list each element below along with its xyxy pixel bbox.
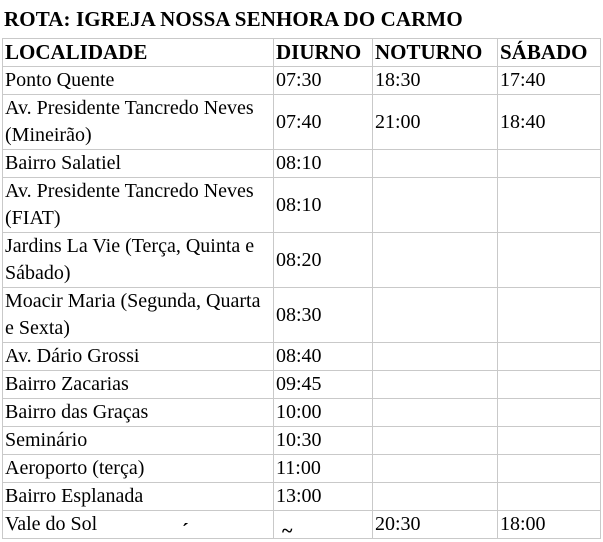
cell-diurno: 10:30 bbox=[274, 427, 373, 455]
table-row bbox=[3, 233, 601, 288]
cell-diurno: 07:40 bbox=[274, 95, 373, 150]
cell-localidade: Bairro das Graças bbox=[3, 399, 274, 427]
cell-noturno bbox=[373, 343, 498, 371]
table-row bbox=[3, 343, 601, 371]
cell-sabado bbox=[498, 455, 601, 483]
cell-localidade: Av. Presidente Tancredo Neves (Mineirão) bbox=[3, 95, 274, 150]
cell-diurno: 08:40 bbox=[274, 343, 373, 371]
route-title: ROTA: IGREJA NOSSA SENHORA DO CARMO bbox=[4, 7, 463, 31]
table-row bbox=[3, 288, 601, 343]
cell-localidade: Bairro Esplanada bbox=[3, 483, 274, 511]
cell-localidade: Av. Dário Grossi bbox=[3, 343, 274, 371]
cell-noturno bbox=[373, 483, 498, 511]
cell-noturno bbox=[373, 455, 498, 483]
cell-sabado bbox=[498, 483, 601, 511]
cell-sabado: 17:40 bbox=[498, 67, 601, 95]
header-sabado: SÁBADO bbox=[498, 39, 601, 67]
table-row bbox=[3, 427, 601, 455]
cell-sabado bbox=[498, 233, 601, 288]
cell-diurno: 09:45 bbox=[274, 371, 373, 399]
header-noturno: NOTURNO bbox=[373, 39, 498, 67]
cell-diurno: 07:30 bbox=[274, 67, 373, 95]
cell-diurno: 08:30 bbox=[274, 288, 373, 343]
cell-sabado: 18:40 bbox=[498, 95, 601, 150]
cell-sabado bbox=[498, 427, 601, 455]
cell-noturno bbox=[373, 399, 498, 427]
cell-sabado bbox=[498, 399, 601, 427]
cell-diurno: 08:10 bbox=[274, 178, 373, 233]
cell-diurno: 08:20 bbox=[274, 233, 373, 288]
table-row bbox=[3, 371, 601, 399]
cell-noturno bbox=[373, 233, 498, 288]
schedule-table bbox=[2, 38, 601, 542]
cell-localidade: Bairro Salatiel bbox=[3, 150, 274, 178]
table-row bbox=[3, 399, 601, 427]
cell-localidade: Jardins La Vie (Terça, Quinta e Sábado) bbox=[3, 233, 274, 288]
cell-diurno: 11:00 bbox=[274, 455, 373, 483]
cell-localidade: Seminário bbox=[3, 427, 274, 455]
cell-noturno bbox=[373, 371, 498, 399]
cell-localidade: Ponto Quente bbox=[3, 67, 274, 95]
cell-sabado: 18:00 bbox=[498, 511, 601, 539]
cell-sabado bbox=[498, 178, 601, 233]
cell-noturno bbox=[373, 288, 498, 343]
cell-noturno: 18:30 bbox=[373, 67, 498, 95]
cell-noturno bbox=[373, 178, 498, 233]
cell-diurno: 10:00 bbox=[274, 399, 373, 427]
cell-diurno: 13:00 bbox=[274, 483, 373, 511]
table-row bbox=[3, 178, 601, 233]
table-row bbox=[3, 483, 601, 511]
cell-localidade: Vale do Sol bbox=[3, 511, 274, 539]
table-row bbox=[3, 150, 601, 178]
cell-sabado bbox=[498, 150, 601, 178]
table-row bbox=[3, 67, 601, 95]
table-row bbox=[3, 455, 601, 483]
cell-sabado bbox=[498, 371, 601, 399]
cell-noturno: 20:30 bbox=[373, 511, 498, 539]
header-row bbox=[3, 39, 601, 67]
cell-sabado bbox=[498, 343, 601, 371]
cell-noturno bbox=[373, 427, 498, 455]
truncated-next-line: ´ ~ bbox=[182, 520, 293, 542]
cell-noturno bbox=[373, 150, 498, 178]
header-localidade: LOCALIDADE bbox=[3, 39, 274, 67]
cell-localidade: Bairro Zacarias bbox=[3, 371, 274, 399]
cell-localidade: Av. Presidente Tancredo Neves (FIAT) bbox=[3, 178, 274, 233]
header-diurno: DIURNO bbox=[274, 39, 373, 67]
cell-localidade: Moacir Maria (Segunda, Quarta e Sexta) bbox=[3, 288, 274, 343]
cell-diurno: 08:10 bbox=[274, 150, 373, 178]
table-row bbox=[3, 95, 601, 150]
cell-sabado bbox=[498, 288, 601, 343]
cell-noturno: 21:00 bbox=[373, 95, 498, 150]
cell-localidade: Aeroporto (terça) bbox=[3, 455, 274, 483]
